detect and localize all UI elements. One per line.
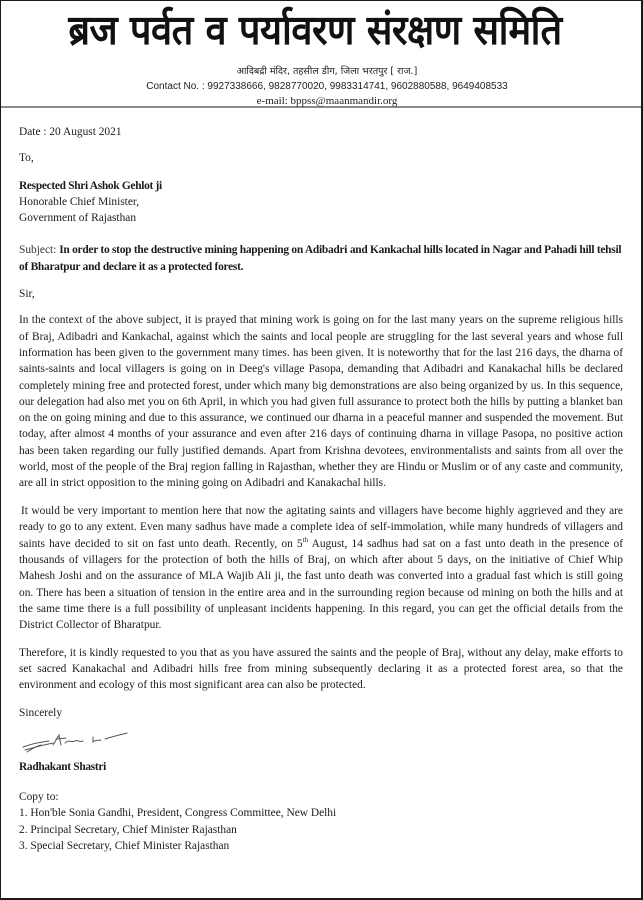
recipient-name: Respected Shri Ashok Gehlot ji — [19, 179, 162, 192]
paragraph-3: Therefore, it is kindly requested to you that as you have assured the saints and the people of Braj, without any delay, make efforts to set sacred Kanakachal and Adibadri hills free from mining subsequently declaring it as a protected forest area, so that the environment and ecology of this most significant area can also be protected. — [19, 646, 623, 692]
contact-numbers: Contact No. : 9927338666, 9828770020, 9983314741, 9602880588, 9649408533 — [146, 81, 508, 92]
organization-name: ब्रज पर्वत व पर्यावरण संरक्षण समिति — [68, 5, 562, 54]
recipient-office: Government of Rajasthan — [19, 212, 137, 225]
paragraph-2-text-b: August, 14 sadhus had sat on a fast unto death in the presence of thousands of villagers for the protection of both the hills of Braj, on which after about 5 days, on the initiative of Chief Whip Mahesh Joshi and on the assurance of MLA Wajib Ali ji, the fast unto death was converted into a gradual fast which is still going on. There has been a situation of tension in the entire area and in the surrounding region because od mining on both the hills and at the same time there is a full possibility of unpleasant incidents happening. In this regard, you can get the official details from the District Collector of Bharatpur. — [19, 537, 624, 632]
recipient-block — [19, 178, 623, 227]
closing: Sincerely — [19, 707, 63, 720]
organization-address: आदिबद्री मंदिर, तहसील डीग, जिला भरतपुर [ राज.] — [236, 66, 418, 77]
subject-label: Subject: — [19, 244, 57, 257]
copy-to-item: 2. Principal Secretary, Chief Minister Rajasthan — [19, 823, 237, 836]
salutation: Sir, — [19, 288, 35, 301]
ordinal-suffix: th — [302, 535, 309, 544]
copy-to-list — [19, 805, 623, 854]
paragraph-2 — [19, 503, 623, 633]
paragraph-1: In the context of the above subject, it is prayed that mining work is going on for the last many years on the supreme religious hills of Braj, Adibadri and Kankachal, against which the saints and local people are struggling for the last several years and whose full information has been given to the government many times. has been given. It is noteworthy that for the last 216 days, the dharna of saints-saints and local villagers is going on in Deeg's village Pasopa, demanding that Adibadri and Kanakachal hills be declared completely mining free and protected forest, under which many big demonstrations are also being organized by us. In this sequence, our delegation had also met you on 6th April, in which you had given full assurance to protect both the hills by putting a blanket ban on the on going mining and due to this assurance, we continued our dharna in a peaceful manner and suspended the movement. But today, after almost 4 months of your assurance and even after 216 days of continuing dharna in village Pasopa, no positive action has been taken regarding our fully justified demands. Apart from Krishna devotees, environmentalists and saints from all over the world, most of the people of the Braj region falling in Rajasthan, whether they are Hindu or Muslim or of any caste and community, are all in strict opposition to the mining going on Adibadri and Kanakachal hills. — [19, 314, 623, 490]
subject-text: In order to stop the destructive mining happening on Adibadri and Kankachal hills located in Nagar and Pahadi hill tehsil of Bharatpur and declare it as a protected forest. — [19, 244, 622, 273]
subject-line — [19, 242, 623, 275]
signer-name: Radhakant Shastri — [19, 760, 107, 773]
to-line: To, — [19, 152, 34, 165]
copy-to-item: 3. Special Secretary, Chief Minister Rajasthan — [19, 839, 230, 852]
letter-date: Date : 20 August 2021 — [19, 126, 122, 138]
signature-icon — [19, 727, 129, 753]
recipient-title: Honorable Chief Minister, — [19, 195, 140, 208]
paragraph-2-text-a: It would be very important to mention here that now the agitating saints and villagers have become highly aggrieved and they are ready to go to any extent. Even many sadhus have made a complete idea of self-immolation, while many hundreds of villagers and saints have decided to sit on fast unto death. Recently, on 5 — [19, 505, 623, 550]
contact-email: e-mail: bppss@maanmandir.org — [256, 95, 398, 107]
letterhead — [1, 1, 641, 108]
copy-to-label: Copy to: — [19, 790, 59, 803]
copy-to-item: 1. Hon'ble Sonia Gandhi, President, Congress Committee, New Delhi — [19, 807, 337, 820]
letter-body — [1, 124, 641, 854]
